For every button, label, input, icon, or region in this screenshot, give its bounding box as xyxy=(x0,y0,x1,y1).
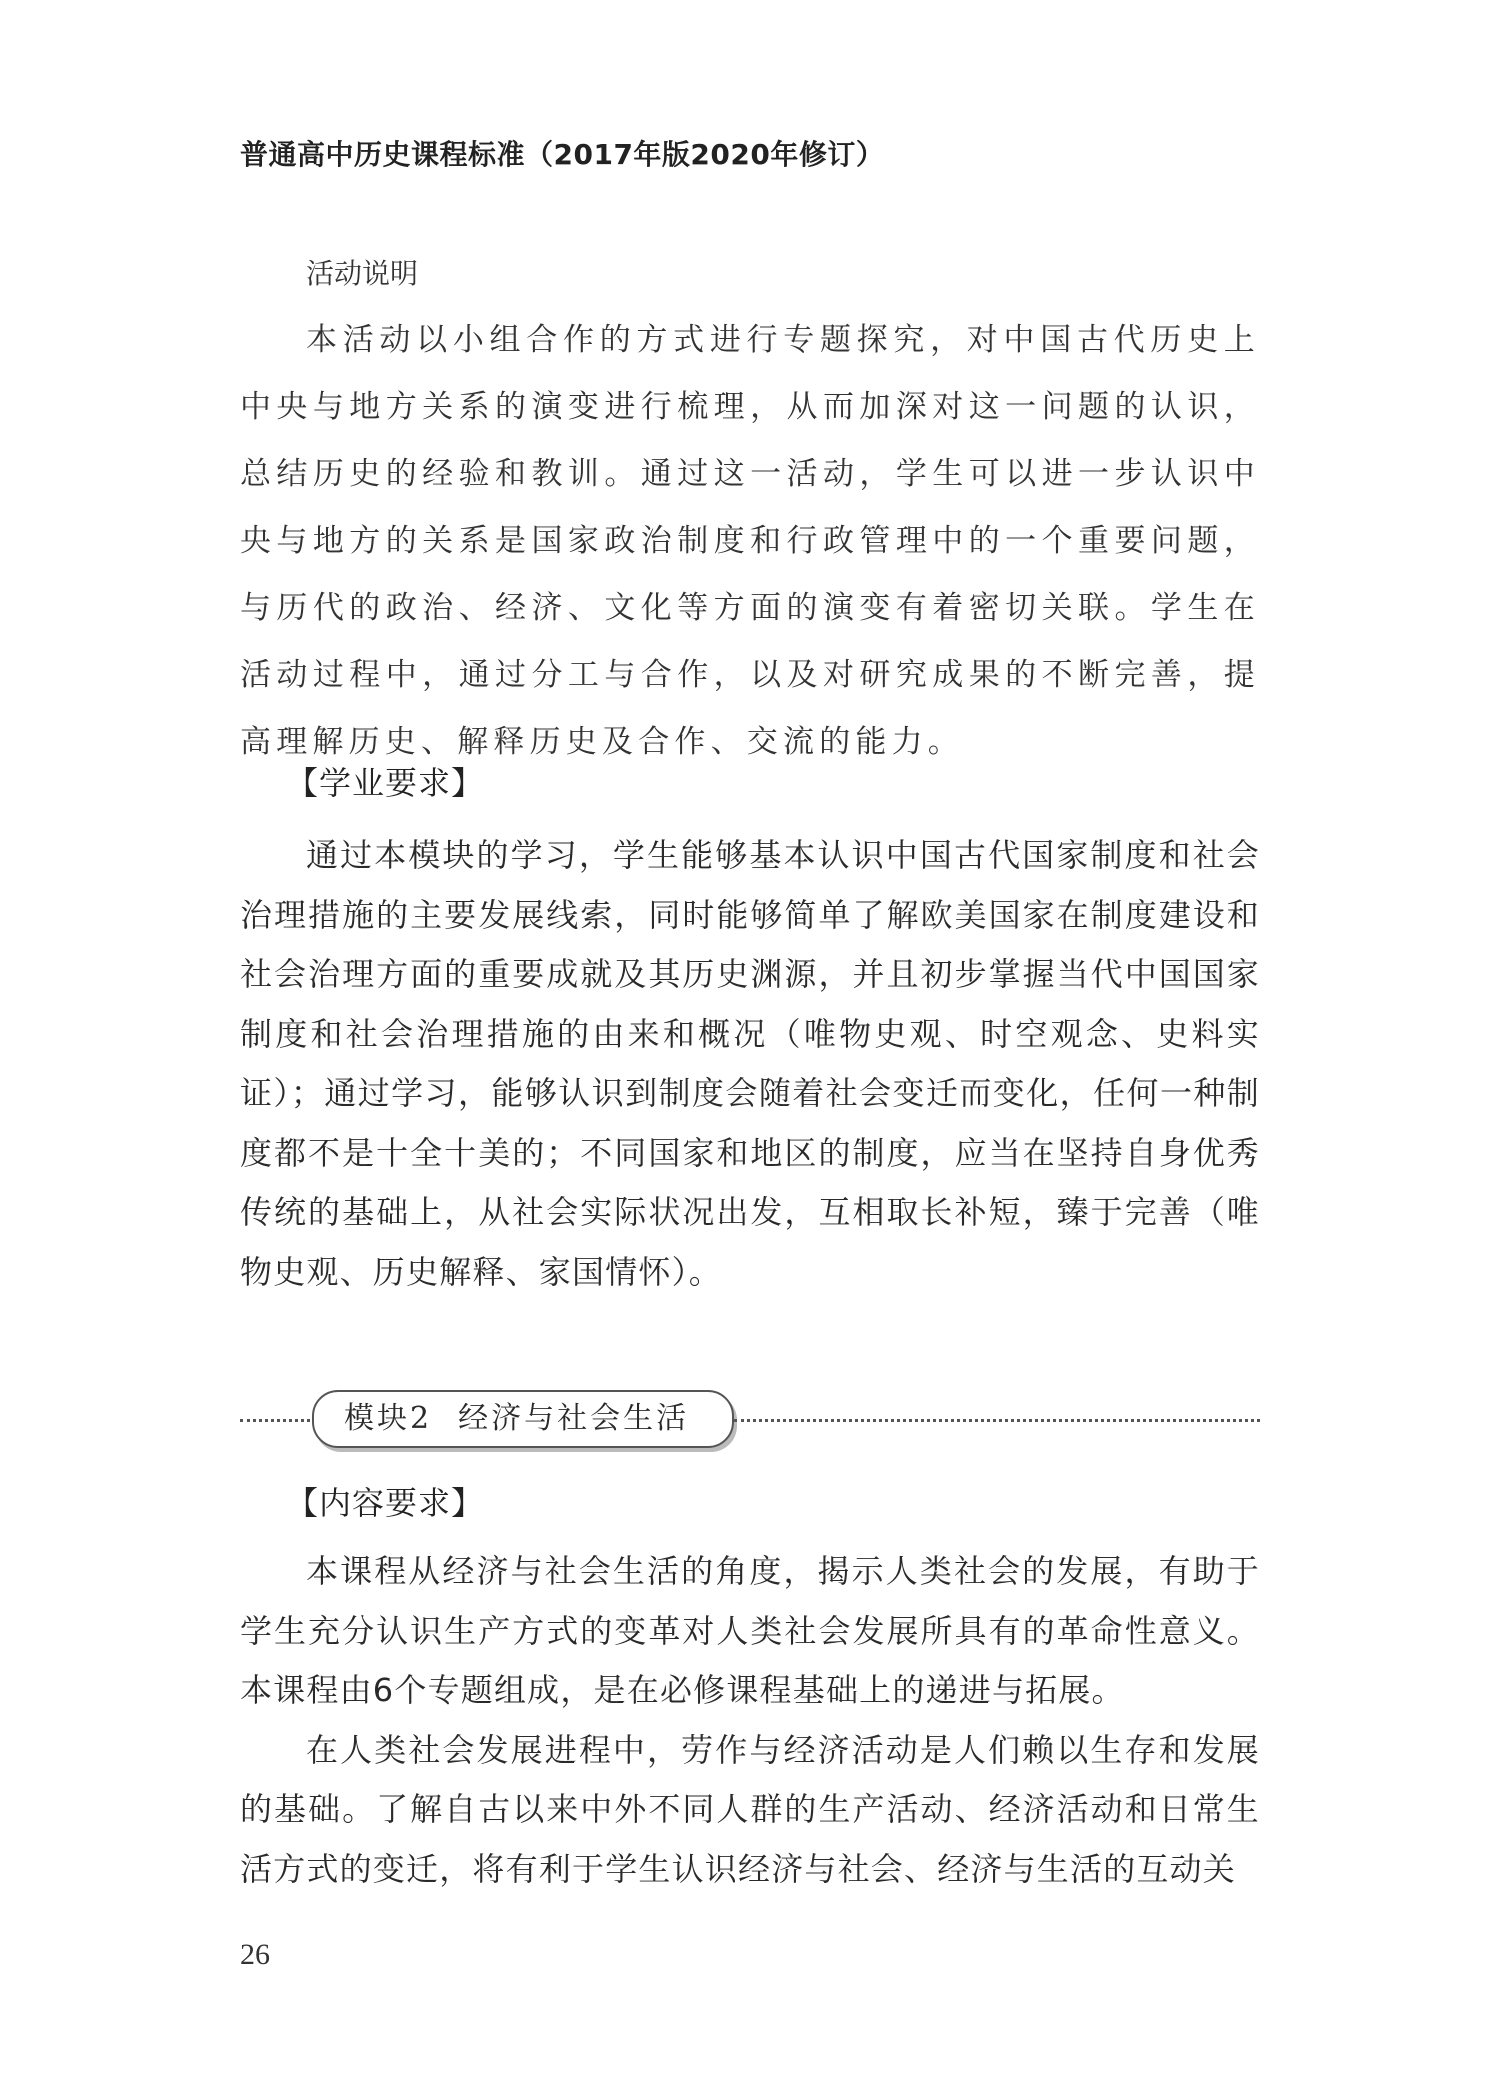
content-paragraph-1: 本课程从经济与社会生活的角度，揭示人类社会的发展，有助于学生充分认识生产方式的变革对人类社会发展所具有的革命性意义。本课程由6个专题组成，是在必修课程基础上的递进与拓展。 xyxy=(240,1552,1260,1709)
activity-paragraph: 本活动以小组合作的方式进行专题探究，对中国古代历史上中央与地方关系的演变进行梳理，从而加深对这一问题的认识，总结历史的经验和教训。通过这一活动，学生可以进一步认识中央与地方的关系是国家政治制度和行政管理中的一个重要问题，与历代的政治、经济、文化等方面的演变有着密切关联。学生在活动过程中，通过分工与合作，以及对研究成果的不断完善，提高理解历史、解释历史及合作、交流的能力。 xyxy=(240,322,1260,760)
activity-label: 活动说明 xyxy=(306,257,419,290)
module-title-badge xyxy=(312,1390,734,1448)
activity-section xyxy=(240,240,1260,776)
running-header: 普通高中历史课程标准（2017年版2020年修订） xyxy=(240,138,885,171)
academic-requirements-heading: 【学业要求】 xyxy=(286,764,485,802)
content-paragraph-2: 在人类社会发展进程中，劳作与经济活动是人们赖以生存和发展的基础。了解自古以来中外不同人群的生产活动、经济活动和日常生活方式的变迁，将有利于学生认识经济与社会、经济与生活的互动关 xyxy=(240,1730,1260,1888)
module-divider xyxy=(240,1390,1260,1450)
module-name: 经济与社会生活 xyxy=(458,1401,690,1436)
academic-paragraph: 通过本模块的学习，学生能够基本认识中国古代国家制度和社会治理措施的主要发展线索，同时能够简单了解欧美国家在制度建设和社会治理方面的重要成就及其历史渊源，并且初步掌握当代中国国家制度和社会治理措施的由来和概况（唯物史观、时空观念、史料实证）；通过学习，能够认识到制度会随着社会变迁而变化，任何一种制度都不是十全十美的；不同国家和地区的制度，应当在坚持自身优秀传统的基础上，从社会实际状况出发，互相取长补短，臻于完善（唯物史观、历史解释、家国情怀）。 xyxy=(240,836,1260,1291)
page-number: 26 xyxy=(240,1938,270,1971)
content-requirements-section xyxy=(240,1542,1260,1899)
academic-requirements-section xyxy=(240,826,1260,1302)
content-requirements-heading: 【内容要求】 xyxy=(286,1484,485,1522)
module-number: 模块2 xyxy=(344,1401,433,1436)
dotted-rule-left xyxy=(240,1419,310,1422)
dotted-rule-right xyxy=(734,1419,1260,1422)
